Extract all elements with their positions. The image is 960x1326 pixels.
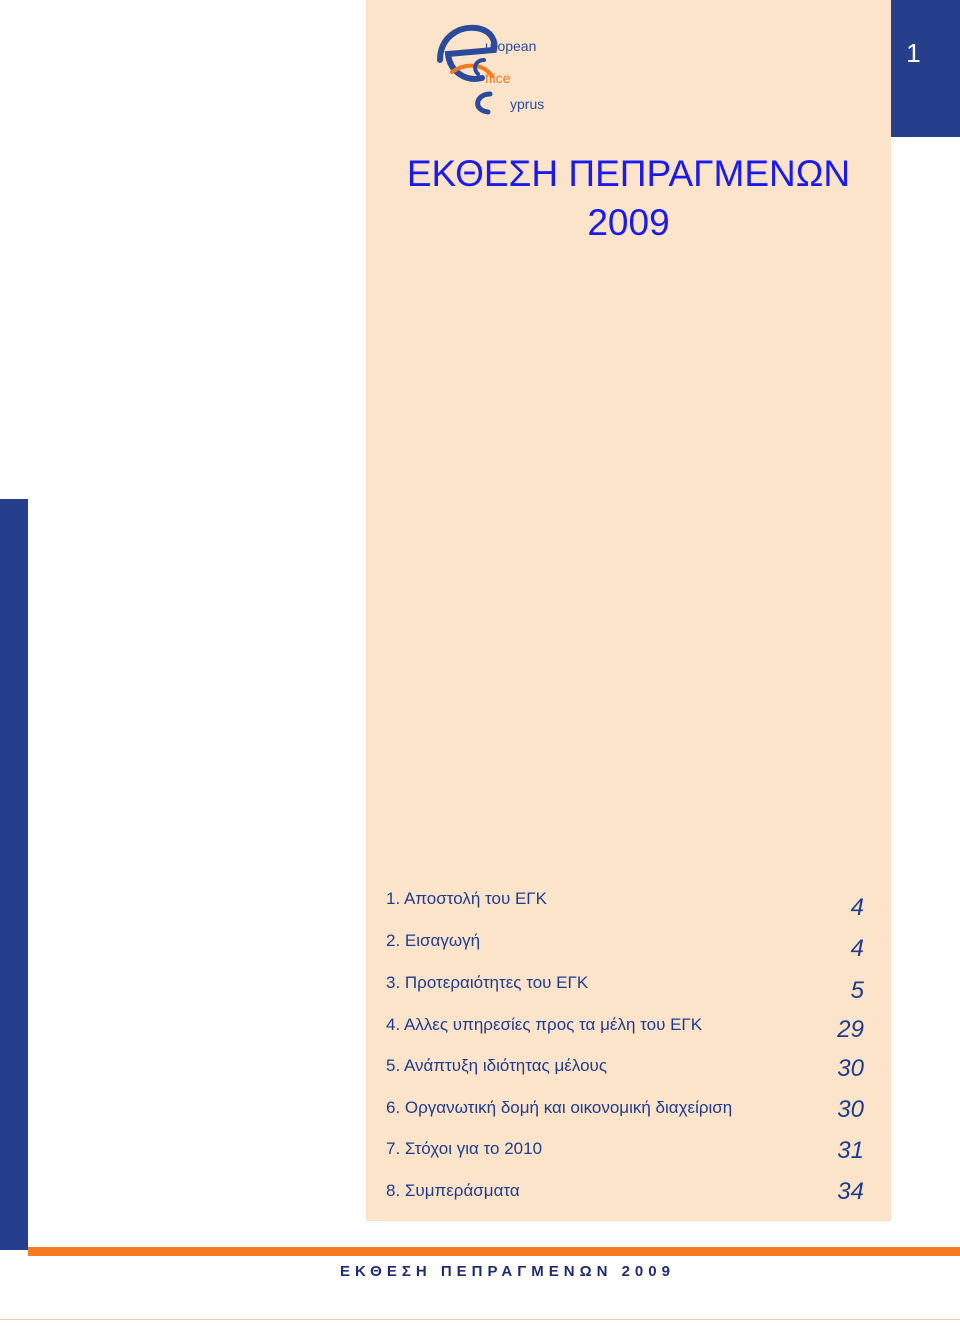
- toc-item-label: 4. Αλλες υπηρεσίες προς τα μέλη του ΕΓΚ: [386, 1015, 703, 1034]
- toc-item-page: 4: [850, 894, 864, 921]
- logo-word-european: uropean: [485, 38, 537, 54]
- toc-item-label: 7. Στόχοι για το 2010: [386, 1139, 543, 1158]
- toc-item-label: 1. Αποστολή του ΕΓΚ: [386, 889, 548, 908]
- bottom-divider: [0, 1319, 960, 1320]
- toc-item-page: 30: [837, 1096, 864, 1123]
- toc-item-label: 5. Ανάπτυξη ιδιότητας μέλους: [386, 1056, 608, 1075]
- document-year: 2009: [587, 202, 670, 243]
- logo-word-office: ffice: [485, 70, 511, 86]
- toc-item-page: 29: [837, 1016, 864, 1043]
- footer-title: ΕΚΘΕΣΗ ΠΕΠΡΑΓΜΕΝΩΝ 2009: [340, 1263, 675, 1280]
- toc-item-label: 6. Οργανωτική δομή και οικονομική διαχείριση: [386, 1098, 733, 1117]
- toc-item-label: 2. Εισαγωγή: [386, 931, 481, 950]
- toc-item-page: 34: [837, 1178, 864, 1205]
- footer-orange-divider: [28, 1247, 960, 1256]
- european-office-cyprus-logo: [432, 20, 552, 116]
- document-title: ΕΚΘΕΣΗ ΠΕΠΡΑΓΜΕΝΩΝ: [406, 153, 851, 194]
- left-side-bar: [0, 499, 28, 1250]
- toc-item-page: 30: [837, 1055, 864, 1082]
- toc-item-label: 8. Συμπεράσματα: [386, 1181, 520, 1200]
- toc-item-label: 3. Προτεραιότητες του ΕΓΚ: [386, 973, 589, 992]
- logo-word-cyprus: yprus: [510, 96, 545, 112]
- toc-item-page: 31: [837, 1137, 864, 1164]
- page-number: 1: [906, 38, 921, 68]
- toc-item-page: 4: [850, 935, 864, 962]
- toc-item-page: 5: [850, 977, 864, 1004]
